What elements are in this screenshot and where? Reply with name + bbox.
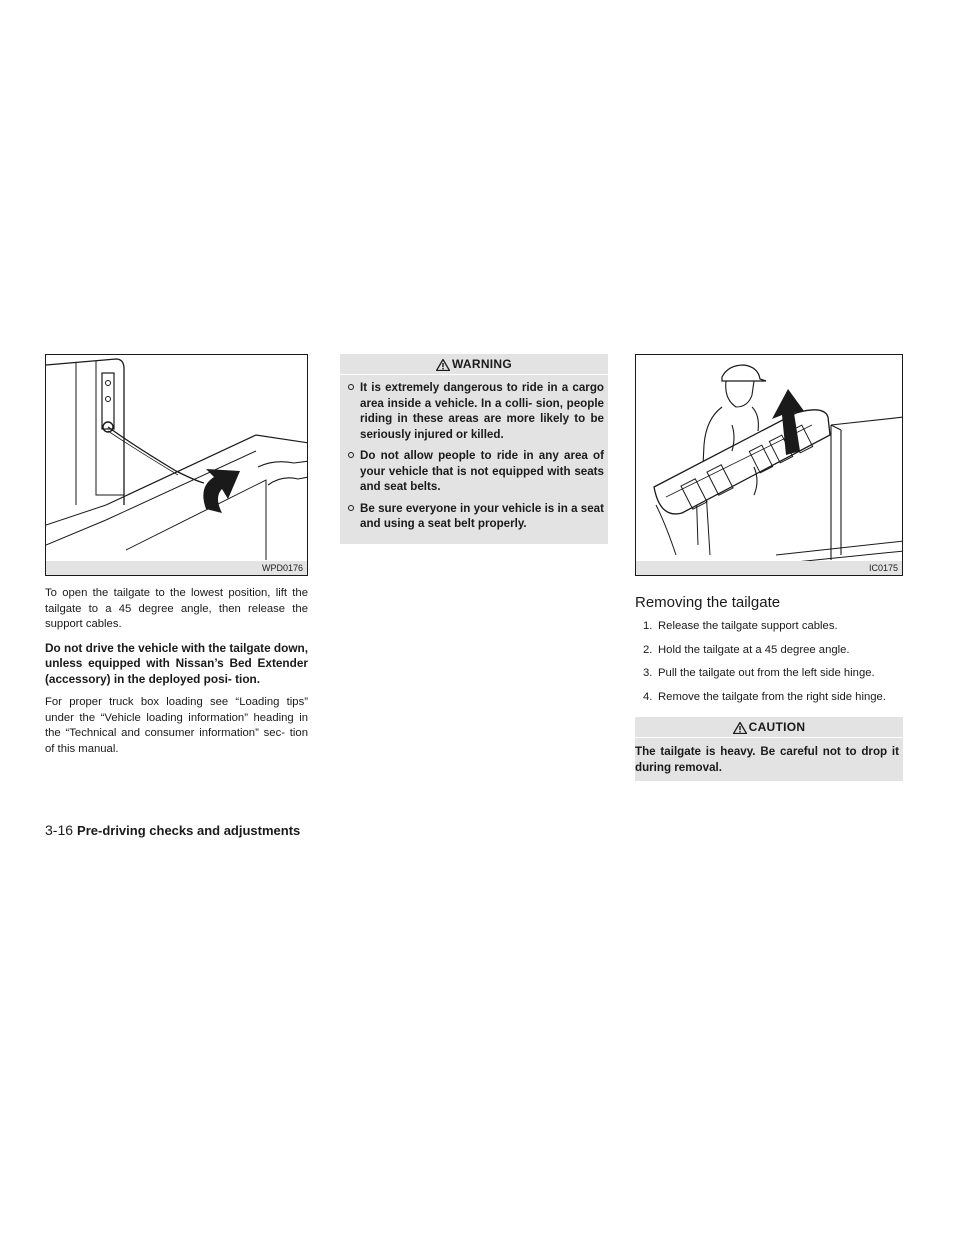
page-footer [45,822,300,838]
warning-item: Do not allow people to ride in any area of your vehicle that is not equipped with seats and seat belts. [348,448,604,495]
column-middle [340,354,608,544]
warning-title: WARNING [451,357,513,371]
section-title: Pre-driving checks and adjustments [77,823,301,838]
tailgate-removal-drawing [636,355,903,576]
caution-title: CAUTION [748,720,806,734]
section-heading-removing-tailgate: Removing the tailgate [635,594,781,611]
tailgate-cable-illustration [45,354,308,576]
caution-header [635,717,903,738]
step-item: 4. Remove the tailgate from the right side hinge. [643,690,886,703]
paragraph-open-tailgate: To open the tailgate to the lowest position, lift the tailgate to a 45 degree angle, then release the support cables. [45,587,308,630]
figure-code-right: IC0175 [865,561,902,575]
column-right [635,354,903,781]
tailgate-cable-drawing [46,355,308,576]
warning-item: It is extremely dangerous to ride in a cargo area inside a vehicle. In a colli- sion, people riding in these areas are more likely to be seriously injured or killed. [348,380,604,442]
caution-triangle-icon [733,722,747,734]
column-left [45,354,308,757]
tailgate-removal-illustration [635,354,903,576]
warning-box [340,354,608,544]
caution-box [635,717,903,781]
warning-list [340,375,608,532]
paragraph-do-not-drive: Do not drive the vehicle with the tailgate down, unless equipped with Nissan’s Bed Extender (accessory) in the deployed posi- tion. [45,640,308,686]
caution-text: The tailgate is heavy. Be careful not to drop it during removal. [635,745,899,774]
page-number: 3-16 [45,822,74,838]
step-item: 1. Release the tailgate support cables. [643,620,838,632]
warning-header [340,354,608,375]
removal-steps-list [635,619,903,705]
paragraph-loading-tips: For proper truck box loading see “Loading tips” under the “Vehicle loading information” heading in the “Technical and consumer information” sec- tion of this manual. [45,696,308,755]
figure-code-left: WPD0176 [258,561,307,575]
warning-item: Be sure everyone in your vehicle is in a seat and using a seat belt properly. [348,501,604,532]
step-item: 3. Pull the tailgate out from the left side hinge. [643,667,875,679]
step-item: 2. Hold the tailgate at a 45 degree angle. [643,643,850,656]
warning-triangle-icon [436,359,450,371]
